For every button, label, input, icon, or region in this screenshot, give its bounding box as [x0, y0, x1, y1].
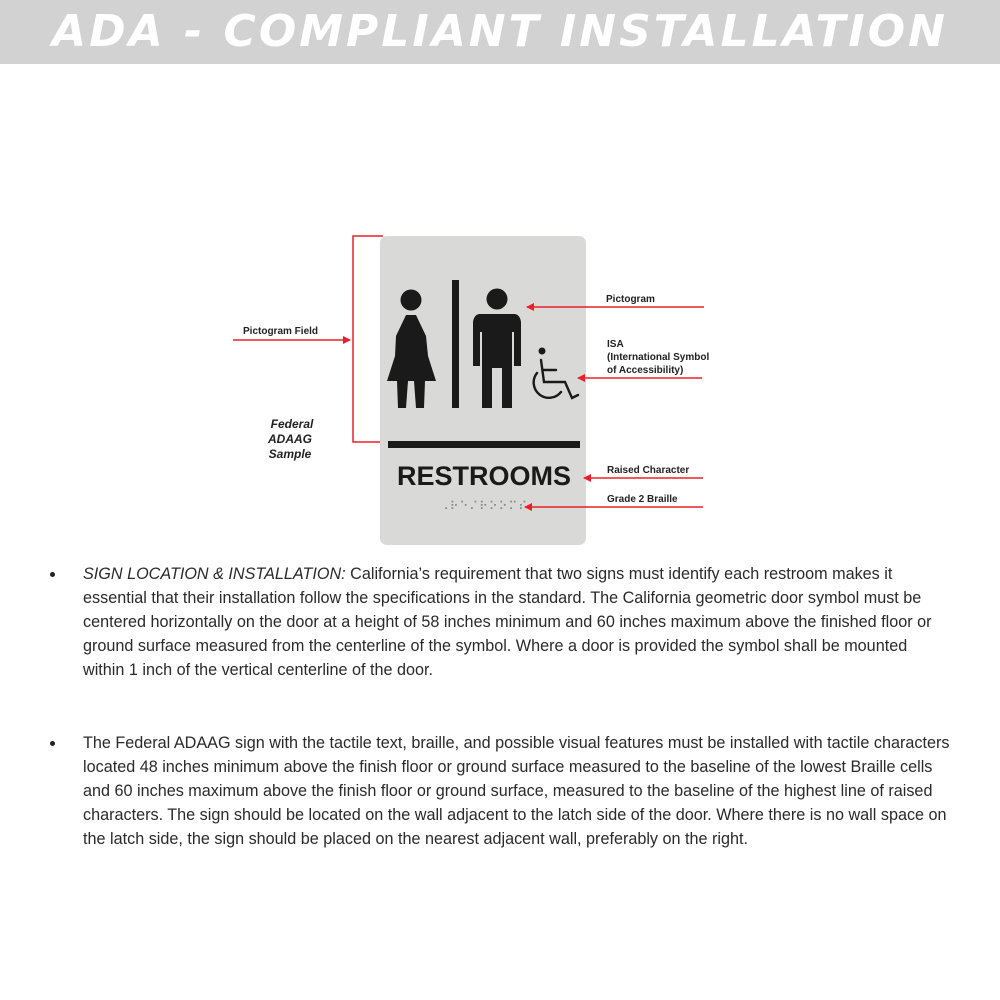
- bullet-lead: SIGN LOCATION & INSTALLATION:: [83, 565, 346, 583]
- isa-label-line-3: of Accessibility): [607, 365, 684, 376]
- isa-label-line-1: ISA: [607, 339, 624, 350]
- pictogram-field-label: Pictogram Field: [243, 326, 319, 337]
- sign-text: RESTROOMS: [396, 461, 572, 491]
- sign-rule: [388, 441, 580, 448]
- list-item: [50, 562, 950, 682]
- bullet-dot: [50, 741, 55, 746]
- federal-sample-line-3: Sample: [268, 447, 312, 461]
- pictogram-divider: [452, 280, 459, 408]
- raised-character-label: Raised Character: [607, 465, 690, 476]
- federal-sample-line-2: ADAAG: [268, 432, 312, 446]
- banner-title: ADA - COMPLIANT INSTALLATION: [52, 6, 948, 57]
- installation-notes: [50, 562, 950, 851]
- pictogram-label: Pictogram: [606, 294, 655, 305]
- pictogram-field-bracket: [353, 236, 383, 442]
- bullet-text: California’s requirement that two signs must identify each restroom makes it essential that their installation follow the specifications in the standard. The California geometric door symbol must be centered horizontally on the door at a height of 58 inches minimum and 60 inches maximum above the finished floor or ground surface measured from the centerline of the symbol. Where a door is provided the symbol shall be mounted within 1 inch of the vertical centerline of the door.: [83, 565, 932, 679]
- federal-sample-line-1: Federal: [270, 417, 314, 431]
- list-item: [50, 731, 950, 851]
- isa-label-line-2: (International Symbol: [607, 352, 710, 363]
- sign-braille: ⠠⠗⠑⠌⠗⠕⠕⠍⠎: [439, 499, 529, 513]
- grade2-braille-label: Grade 2 Braille: [607, 494, 678, 505]
- bullet-text: The Federal ADAAG sign with the tactile text, braille, and possible visual features must be installed with tactile characters located 48 inches minimum above the finish floor or ground surface measured to the baseline of the lowest Braille cells and 60 inches maximum above the finish floor or ground surface, measured to the baseline of the highest line of raised characters. The sign should be located on the wall adjacent to the latch side of the door. Where there is no wall space on the latch side, the sign should be placed on the nearest adjacent wall, preferably on the right.: [83, 734, 950, 848]
- bullet-dot: [50, 572, 55, 577]
